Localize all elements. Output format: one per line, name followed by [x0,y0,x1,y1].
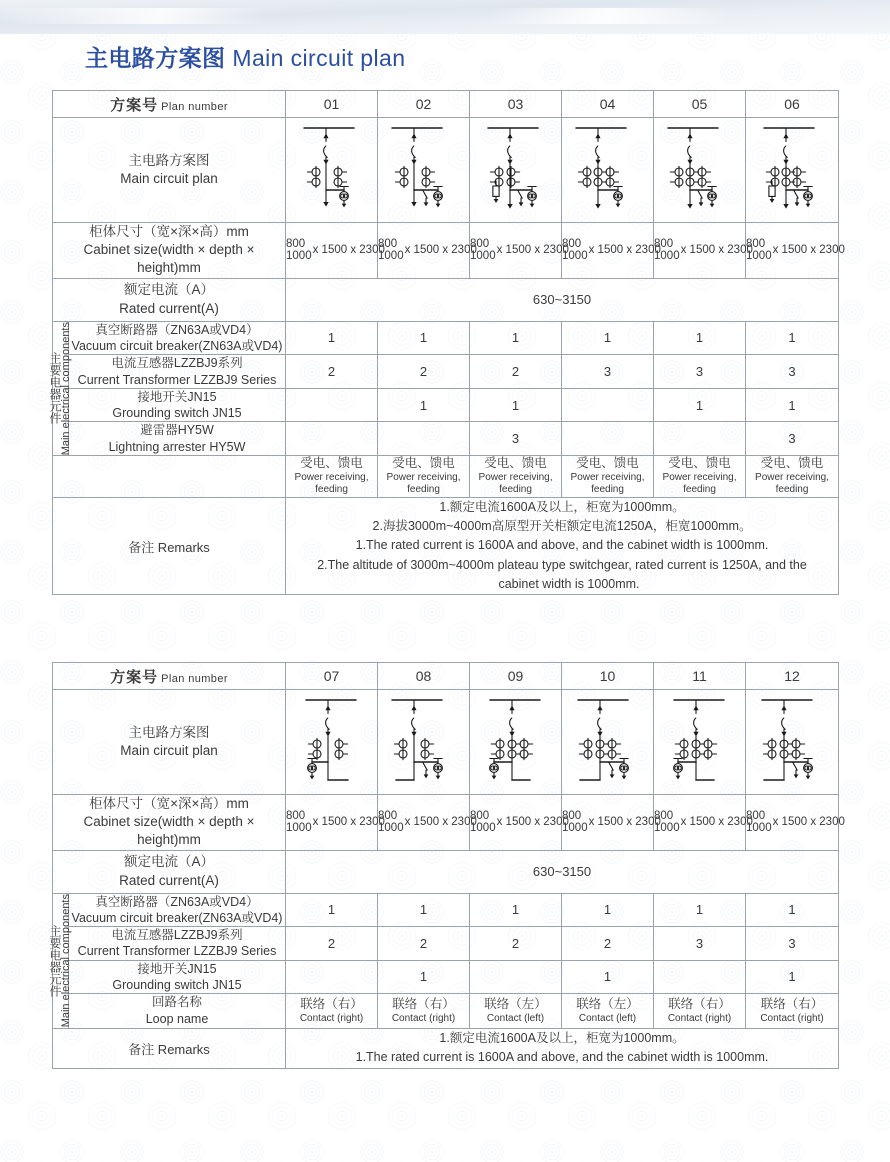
circuit-diagram-cell [470,118,562,223]
cabinet-width-primary: 800 [378,809,398,822]
component-qty-cell: 2 [470,355,562,389]
diagram-row-label-en: Main circuit plan [120,743,218,758]
circuit-diagram-cell [746,118,839,223]
cabinet-size-cell [378,795,477,851]
loop-name-cell [746,994,839,1029]
cabinet-width-fraction [562,810,588,835]
cabinet-size-label-cn: 柜体尺寸（宽×深×高）mm [89,224,249,239]
remarks-line: 1.The rated current is 1600A and above, and the cabinet width is 1000mm. [355,538,769,553]
component-qty-cell: 3 [470,422,562,456]
remarks-line: 1.额定电流1600A及以上，柜宽为1000mm。 [439,499,685,514]
cabinet-size-label [53,795,286,851]
remarks-body [286,1028,839,1068]
loop-name-en: Contact (right) [760,1012,824,1024]
loop-name-cell [562,994,654,1029]
plan-number-header-en: Plan number [161,672,228,685]
rated-current-label-en: Rated current(A) [119,300,219,316]
component-qty-cell: 1 [562,960,654,994]
remarks-line: 2.The altitude of 3000m~4000m plateau type switchgear, rated current is 1250A, and the [317,557,807,572]
loop-name-cn: 联络（左） [576,996,639,1011]
component-qty-cell [562,422,654,456]
component-qty-cell: 3 [654,355,746,389]
rated-current-label-cn: 额定电流（A） [124,854,215,870]
cabinet-size-label-en: Cabinet size(width × depth × height)mm [83,242,255,276]
cabinet-width-primary: 800 [746,237,766,250]
vertical-label-box [48,321,72,455]
component-name-cn: 避雷器HY5W [140,423,214,438]
loop-name-en: Power receiving, feeding [755,471,829,496]
plan-number-cell: 11 [654,663,746,690]
component-qty-cell: 1 [746,893,839,927]
loop-name-cell [562,455,654,497]
component-name-en: Grounding switch JN15 [112,977,242,992]
component-qty-cell: 1 [654,893,746,927]
cabinet-width-alt: 1000 [378,250,404,263]
cabinet-size-label-en: Cabinet size(width × depth × height)mm [83,814,255,848]
component-row [53,893,839,927]
loop-name-en: Contact (left) [578,1012,637,1024]
table-header-row [53,91,839,118]
loop-name-en: Power receiving, feeding [294,471,369,496]
component-name-cell [69,388,286,422]
component-qty-cell [378,422,470,456]
component-qty-cell: 1 [746,960,839,994]
cabinet-width-primary: 800 [654,809,674,822]
cabinet-width-alt: 1000 [562,250,588,263]
loop-name-cell [654,455,746,497]
component-qty-cell [286,422,378,456]
cabinet-width-fraction [378,238,404,263]
cabinet-depth-height: x 1500 x 2300 [588,244,661,257]
component-qty-cell: 1 [378,388,470,422]
cabinet-width-fraction [286,238,312,263]
loop-name-label-en: Loop name [145,1012,209,1027]
cabinet-width-primary: 800 [654,237,674,250]
components-label-cn: 主要电器元件 [48,352,62,425]
loop-name-en: Power receiving, feeding [386,471,461,496]
component-name-cn: 接地开关JN15 [137,389,217,404]
component-qty-cell: 3 [654,927,746,961]
cabinet-width-alt: 1000 [286,822,312,835]
loop-name-en: Contact (right) [667,1012,732,1024]
circuit-diagram-cell [654,118,746,223]
cabinet-width-primary: 800 [746,809,766,822]
cabinet-size-label [53,223,286,279]
component-name-cn: 真空断路器（ZN63A或VD4） [95,322,259,337]
rated-current-value: 630~3150 [286,850,839,893]
cabinet-width-primary: 800 [562,809,582,822]
component-name-cell [69,422,286,456]
plan-number-header-cn: 方案号 [110,96,159,114]
loop-name-cell [378,994,470,1029]
cabinet-depth-height: x 1500 x 2300 [312,244,385,257]
table-header-row [53,663,839,690]
component-qty-cell: 2 [470,927,562,961]
component-qty-cell: 1 [746,388,839,422]
cabinet-width-alt: 1000 [654,250,680,263]
circuit-diagram-cell [562,118,654,223]
cabinet-width-alt: 1000 [746,250,772,263]
loop-name-cn: 联络（左） [484,996,547,1011]
cabinet-width-primary: 800 [378,237,398,250]
component-qty-cell: 2 [562,927,654,961]
remarks-line: 2.海拔3000m~4000m高原型开关柜额定电流1250A，柜宽1000mm。 [372,518,752,533]
circuit-diagram-cell [286,690,378,795]
loop-name-en: Contact (left) [486,1012,545,1024]
components-label-en: Main electrical components [60,321,72,455]
component-qty-cell [654,422,746,456]
loop-name-row [53,455,839,497]
plan-number-cell: 06 [746,91,839,118]
cabinet-width-alt: 1000 [746,822,772,835]
component-name-cn: 电流互感器LZZBJ9系列 [111,928,243,943]
cabinet-width-fraction [470,238,496,263]
cabinet-depth-height: x 1500 x 2300 [680,816,753,829]
component-qty-cell [286,388,378,422]
circuit-diagram-cell [654,690,746,795]
cabinet-width-primary: 800 [562,237,582,250]
component-qty-cell: 2 [378,927,470,961]
component-qty-cell: 1 [746,321,839,355]
component-name-en: Current Transformer LZZBJ9 Series [77,944,277,959]
cabinet-width-fraction [286,810,312,835]
component-qty-cell: 3 [746,927,839,961]
remarks-label: 备注 Remarks [53,1028,286,1068]
component-row [53,321,839,355]
circuit-diagram-cell [470,690,562,795]
loop-name-en: Power receiving, feeding [662,471,737,496]
component-qty-cell: 1 [562,321,654,355]
component-row [53,388,839,422]
component-name-en: Vacuum circuit breaker(ZN63A或VD4) [71,910,283,925]
cabinet-width-fraction [746,238,772,263]
loop-name-cn: 受电、馈电 [484,455,547,470]
component-qty-cell [470,960,562,994]
cabinet-width-primary: 800 [470,237,490,250]
component-qty-cell: 1 [286,321,378,355]
remarks-row [53,1028,839,1068]
component-name-cn: 真空断路器（ZN63A或VD4） [95,894,259,909]
cabinet-depth-height: x 1500 x 2300 [496,816,569,829]
rated-current-label-en: Rated current(A) [119,872,219,888]
cabinet-width-alt: 1000 [470,822,496,835]
cabinet-width-alt: 1000 [654,822,680,835]
plan-number-cell: 02 [378,91,470,118]
diagram-row-label [53,690,286,795]
plan-number-cell: 08 [378,663,470,690]
cabinet-width-fraction [746,810,772,835]
loop-name-en: Power receiving, feeding [478,471,553,496]
loop-name-cell [470,994,562,1029]
page-title-cn: 主电路方案图 [85,45,226,71]
loop-name-label [69,994,286,1029]
circuit-diagram-cell [562,690,654,795]
cabinet-width-fraction [654,238,680,263]
cabinet-width-fraction [562,238,588,263]
remarks-line: 1.The rated current is 1600A and above, and the cabinet width is 1000mm. [355,1050,769,1065]
cabinet-size-row [53,223,839,279]
loop-name-row [53,994,839,1029]
plan-number-header [53,663,286,690]
loop-name-cn: 受电、馈电 [392,455,455,470]
diagram-row [53,118,839,223]
diagram-row-label [53,118,286,223]
cabinet-size-cell [562,223,661,279]
component-qty-cell: 1 [378,960,470,994]
rated-current-label-cn: 额定电流（A） [124,282,215,298]
component-name-en: Vacuum circuit breaker(ZN63A或VD4) [71,338,283,353]
component-qty-cell: 1 [286,893,378,927]
cabinet-depth-height: x 1500 x 2300 [312,816,385,829]
cabinet-width-alt: 1000 [378,822,404,835]
component-qty-cell [286,960,378,994]
plan-number-cell: 05 [654,91,746,118]
plan-number-header-cn: 方案号 [110,668,159,686]
loop-name-cn: 受电、馈电 [300,455,363,470]
loop-name-label [53,455,286,497]
cabinet-depth-height: x 1500 x 2300 [588,816,661,829]
component-name-en: Lightning arrester HY5W [108,439,246,454]
component-qty-cell: 1 [562,893,654,927]
component-qty-cell: 1 [470,388,562,422]
component-name-cell [69,960,286,994]
cabinet-width-primary: 800 [286,237,306,250]
component-qty-cell: 3 [746,355,839,389]
cabinet-size-cell [746,223,845,279]
loop-name-cn: 联络（右） [300,996,363,1011]
rated-current-row [53,278,839,321]
component-name-cell [69,927,286,961]
plan-number-cell: 09 [470,663,562,690]
loop-name-label-cn: 回路名称 [152,995,203,1010]
component-qty-cell: 3 [746,422,839,456]
loop-name-cn: 联络（右） [392,996,455,1011]
loop-name-cn: 受电、馈电 [576,455,639,470]
loop-name-cn: 受电、馈电 [760,455,824,470]
loop-name-en: Contact (right) [391,1012,456,1024]
loop-name-cn: 受电、馈电 [668,455,731,470]
component-name-cell [69,355,286,389]
cabinet-width-alt: 1000 [470,250,496,263]
component-qty-cell: 1 [378,893,470,927]
component-qty-cell: 1 [470,893,562,927]
cabinet-size-cell [286,795,385,851]
cabinet-size-cell [286,223,385,279]
loop-name-cell [470,455,562,497]
component-qty-cell [562,388,654,422]
circuit-diagram-cell [378,690,470,795]
component-qty-cell: 1 [378,321,470,355]
main-circuit-table-1 [48,90,845,595]
remarks-line: cabinet width is 1000mm. [498,577,640,592]
component-qty-cell: 1 [654,321,746,355]
page-title [85,40,405,73]
loop-name-cn: 联络（右） [668,996,731,1011]
cabinet-width-primary: 800 [286,809,306,822]
loop-name-cell [286,455,378,497]
component-qty-cell: 2 [286,355,378,389]
page-title-en: Main circuit plan [232,45,406,71]
component-name-cn: 接地开关JN15 [137,961,217,976]
circuit-diagram-cell [286,118,378,223]
component-name-en: Current Transformer LZZBJ9 Series [77,372,277,387]
remarks-row [53,497,839,595]
cabinet-size-cell [378,223,477,279]
cabinet-size-cell [654,795,753,851]
plan-number-header [53,91,286,118]
cabinet-depth-height: x 1500 x 2300 [680,244,753,257]
component-row [53,355,839,389]
cabinet-width-fraction [470,810,496,835]
cabinet-depth-height: x 1500 x 2300 [404,816,477,829]
cabinet-width-alt: 1000 [562,822,588,835]
rated-current-label [53,278,286,321]
plan-number-cell: 12 [746,663,839,690]
loop-name-cell [286,994,378,1029]
component-name-cell [69,893,286,927]
cabinet-size-row [53,795,839,851]
circuit-diagram-cell [378,118,470,223]
cabinet-depth-height: x 1500 x 2300 [404,244,477,257]
component-name-en: Grounding switch JN15 [112,406,242,421]
vertical-label-box [48,894,72,1028]
diagram-row [53,690,839,795]
cabinet-width-primary: 800 [470,809,490,822]
component-row [53,960,839,994]
cabinet-size-cell [654,223,753,279]
component-qty-cell: 1 [470,321,562,355]
component-qty-cell: 3 [562,355,654,389]
cabinet-width-alt: 1000 [286,250,312,263]
cabinet-size-cell [562,795,661,851]
main-electrical-components-label [48,321,72,455]
loop-name-en: Power receiving, feeding [570,471,645,496]
component-qty-cell: 2 [378,355,470,389]
diagram-row-label-cn: 主电路方案图 [128,152,210,168]
plan-number-header-en: Plan number [161,100,228,113]
component-row [53,927,839,961]
cabinet-depth-height: x 1500 x 2300 [772,244,845,257]
loop-name-cell [378,455,470,497]
component-name-cn: 电流互感器LZZBJ9系列 [111,356,243,371]
loop-name-en: Contact (right) [299,1012,364,1024]
component-row [53,422,839,456]
plan-number-cell: 04 [562,91,654,118]
component-name-cell [69,321,286,355]
rated-current-row [53,850,839,893]
cabinet-size-cell [746,795,845,851]
main-circuit-table-2 [48,662,845,1069]
component-qty-cell: 2 [286,927,378,961]
cabinet-width-fraction [378,810,404,835]
loop-name-cell [654,994,746,1029]
loop-name-cn: 联络（右） [760,996,824,1011]
component-qty-cell: 1 [654,388,746,422]
circuit-diagram-cell [746,690,839,795]
rated-current-value: 630~3150 [286,278,839,321]
diagram-row-label-en: Main circuit plan [120,171,218,186]
plan-number-cell: 07 [286,663,378,690]
cabinet-size-cell [470,795,569,851]
rated-current-label [53,850,286,893]
plan-number-cell: 01 [286,91,378,118]
remarks-label: 备注 Remarks [53,497,286,595]
component-qty-cell [654,960,746,994]
cabinet-depth-height: x 1500 x 2300 [772,816,845,829]
main-electrical-components-label [48,893,72,1028]
plan-number-cell: 10 [562,663,654,690]
plan-number-cell: 03 [470,91,562,118]
cabinet-size-cell [470,223,569,279]
remarks-line: 1.额定电流1600A及以上，柜宽为1000mm。 [439,1030,685,1045]
components-label-cn: 主要电器元件 [48,924,62,997]
cabinet-depth-height: x 1500 x 2300 [496,244,569,257]
loop-name-cell [746,455,839,497]
diagram-row-label-cn: 主电路方案图 [128,724,210,740]
cabinet-size-label-cn: 柜体尺寸（宽×深×高）mm [89,796,249,811]
cabinet-width-fraction [654,810,680,835]
components-label-en: Main electrical components [60,894,72,1028]
remarks-body [286,497,839,595]
